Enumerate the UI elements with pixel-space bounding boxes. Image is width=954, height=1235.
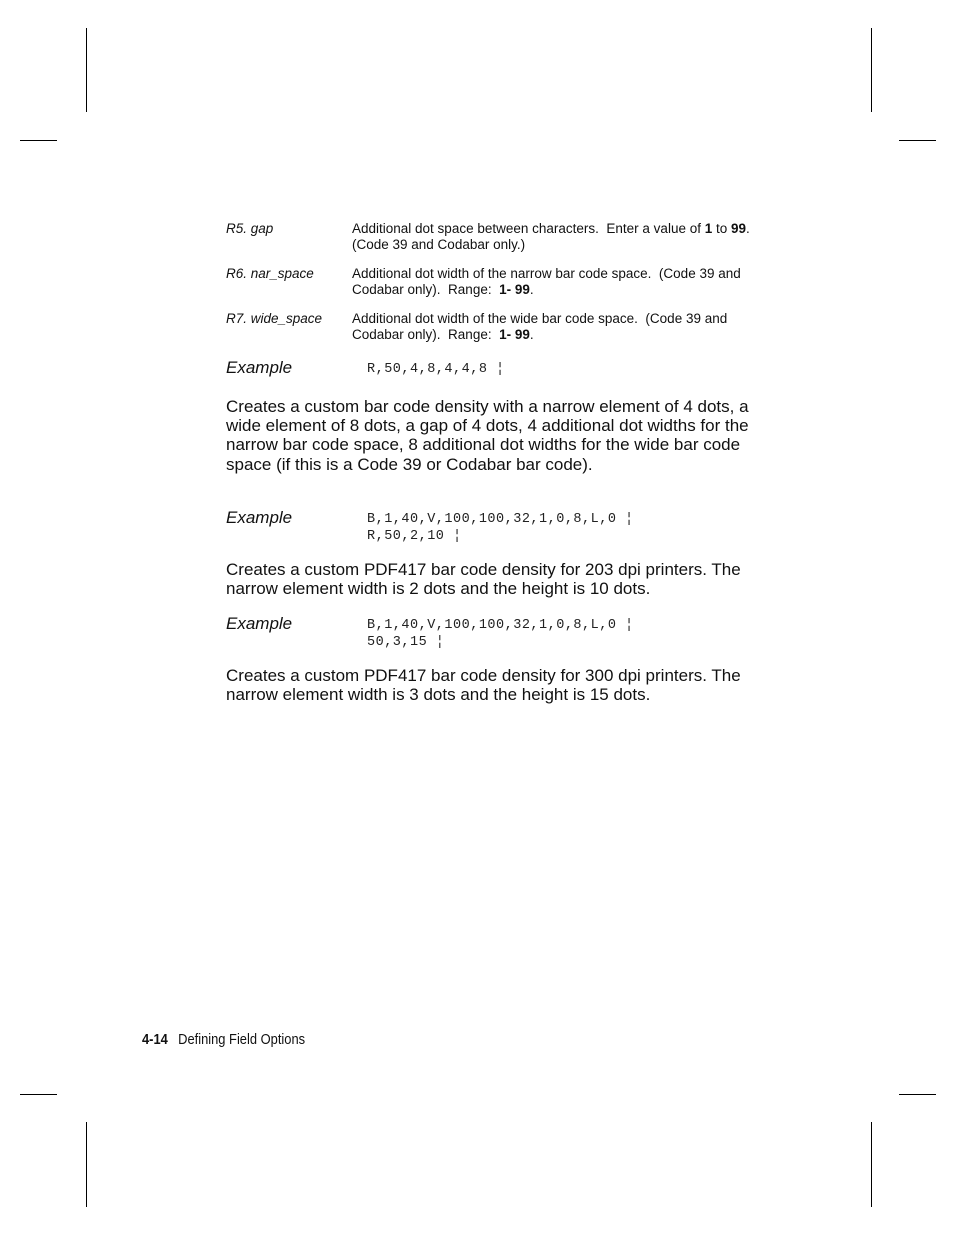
example-3 [226, 614, 786, 651]
example-code: B,1,40,V,100,100,32,1,0,8,L,0 ¦ R,50,2,10 ¦ [367, 512, 634, 544]
crop-mark-bottom-left-vertical [86, 1122, 87, 1207]
crop-mark-top-left-horizontal [20, 140, 57, 141]
crop-mark-top-right-vertical [871, 28, 872, 112]
param-r6-nar-space [226, 266, 774, 298]
crop-mark-bottom-right-horizontal [899, 1094, 936, 1095]
crop-mark-bottom-right-vertical [871, 1122, 872, 1207]
param-description: Additional dot width of the wide bar code space. (Code 39 and Codabar only). Range: 1- 99. [352, 311, 728, 342]
param-description: Additional dot space between characters. Enter a value of 1 to 99. (Code 39 and Codabar only.) [352, 221, 754, 252]
example-1-description: Creates a custom bar code density with a narrow element of 4 dots, a wide element of 8 dots, a gap of 4 dots, 4 additional dot widths for the narrow bar code space, 8 additional dot widths for the wide bar code space (if this is a Code 39 or Codabar bar code). [226, 397, 749, 474]
example-2-description: Creates a custom PDF417 bar code density for 203 dpi printers. The narrow element width is 2 dots and the height is 10 dots. [226, 560, 741, 599]
param-r7-wide-space [226, 311, 774, 343]
page-number: 4-14 [142, 1031, 168, 1048]
example-1 [226, 358, 786, 378]
param-description: Additional dot width of the narrow bar code space. (Code 39 and Codabar only). Range: 1- 99. [352, 266, 741, 297]
example-2 [226, 508, 786, 545]
page-footer [142, 1031, 305, 1048]
example-code: R,50,4,8,4,4,8 ¦ [367, 362, 505, 377]
crop-mark-top-right-horizontal [899, 140, 936, 141]
example-label: Example [226, 508, 293, 527]
crop-mark-top-left-vertical [86, 28, 87, 112]
param-term: R5. gap [226, 221, 274, 236]
param-term: R7. wide_space [226, 311, 323, 326]
param-r5-gap [226, 221, 774, 253]
example-3-description: Creates a custom PDF417 bar code density for 300 dpi printers. The narrow element width is 3 dots and the height is 15 dots. [226, 666, 741, 705]
example-code: B,1,40,V,100,100,32,1,0,8,L,0 ¦ 50,3,15 ¦ [367, 618, 634, 650]
section-title: Defining Field Options [178, 1031, 306, 1048]
crop-mark-bottom-left-horizontal [20, 1094, 57, 1095]
param-term: R6. nar_space [226, 266, 314, 281]
example-label: Example [226, 614, 293, 633]
example-label: Example [226, 358, 293, 377]
